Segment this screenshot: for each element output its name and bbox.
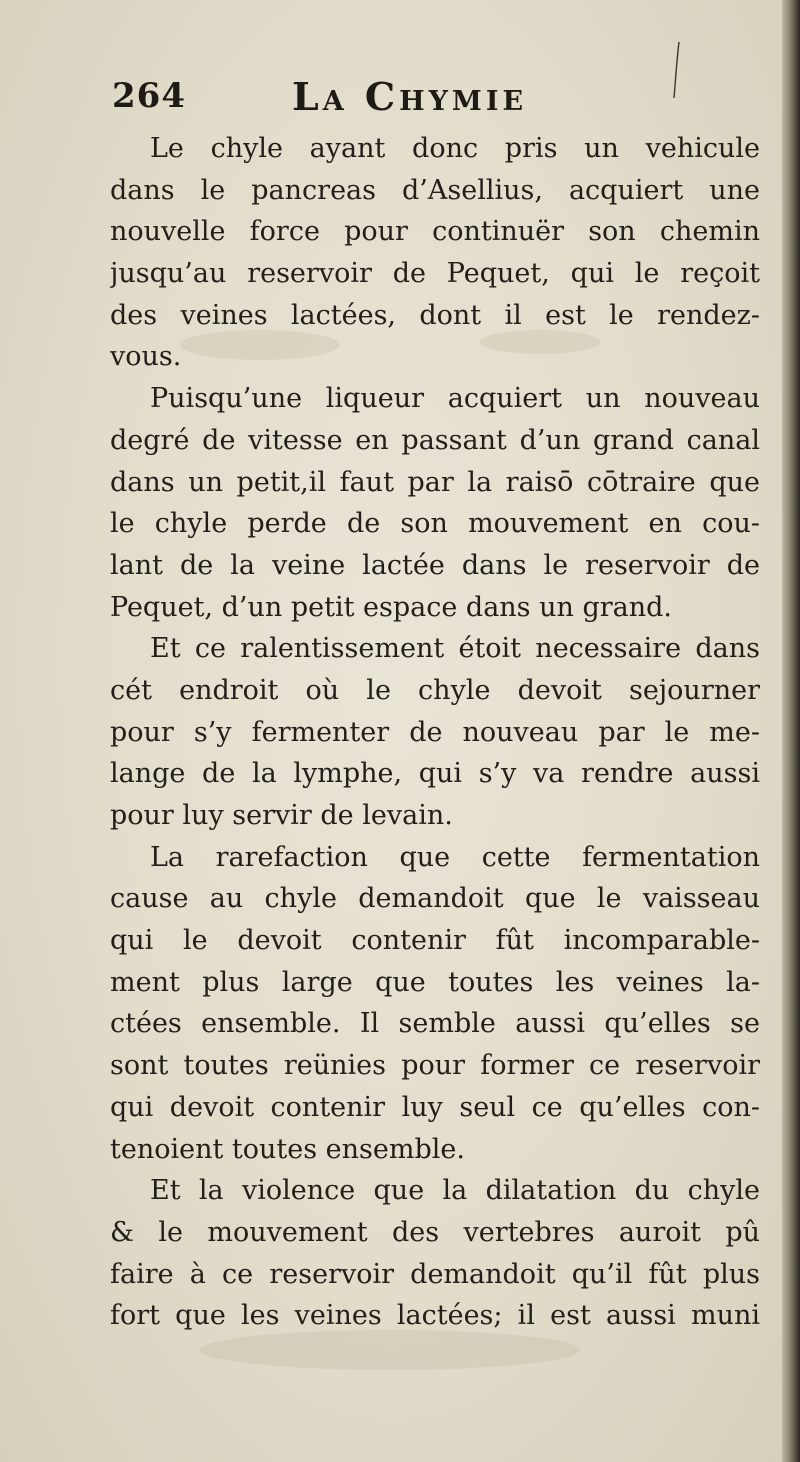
- text-line: qui le devoit contenir fût incomparable-: [110, 925, 760, 957]
- text-line: des veines lactées, dont il est le rendez-: [110, 299, 760, 331]
- text-line: sont toutes reünies pour former ce reservoir: [110, 1050, 760, 1082]
- text-line: degré de vitesse en passant d’un grand canal: [110, 424, 760, 456]
- text-line: faire à ce reservoir demandoit qu’il fût plus: [110, 1258, 760, 1290]
- text-line: Pequet, d’un petit espace dans un grand.: [110, 591, 673, 623]
- text-line: nouvelle force pour continuër son chemin: [110, 216, 760, 248]
- text-line: jusqu’au reservoir de Pequet, qui le reçoit: [110, 258, 760, 290]
- page-header: [112, 70, 672, 126]
- text-line: cause au chyle demandoit que le vaisseau: [110, 883, 760, 915]
- text-line: La rarefaction que cette fermentation: [150, 841, 760, 873]
- text-line: Le chyle ayant donc pris un vehicule: [150, 133, 760, 164]
- page-edge: [782, 0, 800, 1462]
- text-line: & le mouvement des vertebres auroit pû: [110, 1216, 760, 1248]
- running-title: La Chymie: [292, 74, 528, 119]
- text-line: ctées ensemble. Il semble aussi qu’elles se: [110, 1008, 760, 1040]
- body-text: [110, 128, 760, 1337]
- text-line: dans le pancreas d’Asellius, acquiert une: [110, 174, 760, 206]
- text-line: pour s’y fermenter de nouveau par le me-: [110, 716, 760, 748]
- text-line: ment plus large que toutes les veines la-: [110, 966, 760, 998]
- text-line: cét endroit où le chyle devoit sejourner: [110, 674, 760, 706]
- text-line: vous.: [110, 341, 182, 373]
- text-line: tenoient toutes ensemble.: [110, 1133, 465, 1165]
- text-line: le chyle perde de son mouvement en cou-: [110, 508, 760, 540]
- text-line: Et ce ralentissement étoit necessaire dans: [150, 633, 760, 665]
- text-line: fort que les veines lactées; il est aussi muni: [110, 1300, 760, 1332]
- text-line: lant de la veine lactée dans le reservoir de: [110, 549, 760, 581]
- text-line: pour luy servir de levain.: [110, 800, 453, 831]
- text-line: Puisqu’une liqueur acquiert un nouveau: [150, 383, 760, 415]
- text-line: qui devoit contenir luy seul ce qu’elles con-: [110, 1091, 760, 1123]
- text-line: Et la violence que la dilatation du chyle: [150, 1175, 760, 1207]
- text-line: dans un petit,il faut par la raisō cōtraire que: [110, 466, 760, 498]
- page-number: 264: [112, 76, 186, 116]
- pen-mark: [672, 40, 682, 100]
- text-line: lange de la lymphe, qui s’y va rendre aussi: [110, 758, 760, 790]
